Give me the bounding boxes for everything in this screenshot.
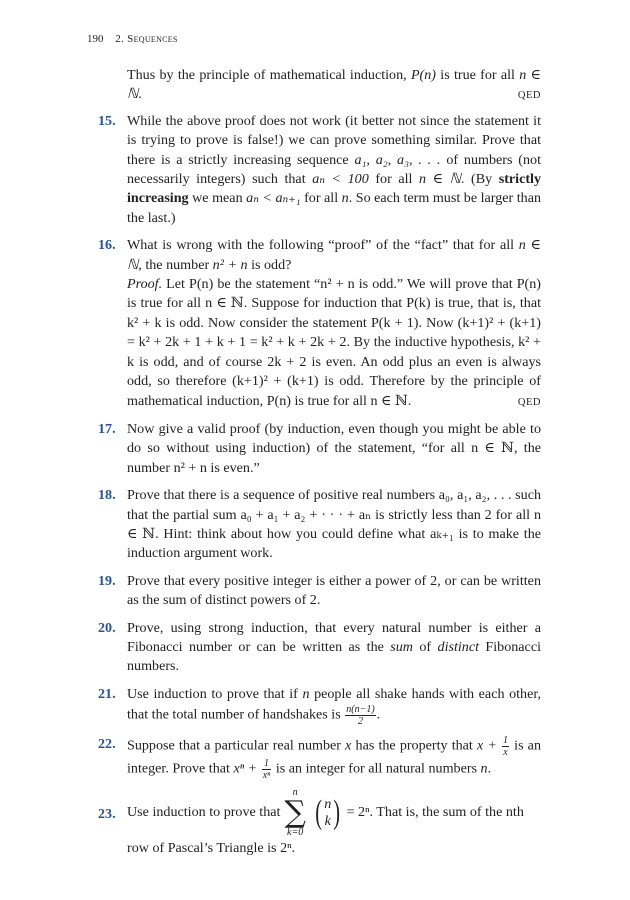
math: xⁿ + [233,760,261,777]
running-header [87,33,178,45]
left-paren: ( [315,794,322,832]
exercise-number: 19. [98,572,116,589]
exercise-number: 17. [98,420,116,437]
exercise-text: . (By [460,171,499,188]
intro-math: n ∈ ℕ [127,67,541,103]
fraction-denominator: 2 [357,716,363,728]
sum-upper-limit: n [292,787,298,799]
chapter-title: 2. Sequences [115,33,178,45]
binomial-coefficient [313,796,343,830]
math: x + [476,737,502,754]
exercise-text: for all [300,190,342,207]
exercise-text: of numbers (not necessarily integers) such that [127,151,541,188]
math: a₁, a₂, a₃, . . . [354,151,441,168]
math: aₙ < 100 [312,171,369,188]
exercise-text: While the above proof does not work (it better not since the statement it is trying to prove is false!) we can prove something similar. Prove that there is a strictly increasing sequence [127,112,541,168]
fraction-numerator: 1 [262,758,272,770]
binomial-stack [324,796,331,830]
math: n [480,760,488,777]
intro-text: is true for all [436,67,520,83]
binomial-top: n [324,796,332,813]
exercise-text: for all [368,171,419,188]
exercise-text: has the property that [351,737,477,754]
exercise-text: Prove, using strong induction, that every natural number is either a Fibonacci number or can be written as the [127,619,541,655]
exercise-22 [98,735,541,781]
exercise-text: . [487,760,492,777]
math: n ∈ ℕ [127,237,541,273]
right-paren: ) [333,794,341,832]
qed-mark: QED [517,396,541,408]
exercise-text: Suppose that a particular real number [127,737,346,754]
fraction-numerator: n(n−1) [346,704,375,716]
intro-text: Thus by the principle of mathematical induction, [127,67,411,83]
exercise-text: row of Pascal’s Triangle is 2ⁿ. [127,840,296,857]
math: aₙ < aₙ₊₁ [246,190,301,207]
exercise-23 [98,787,541,858]
exercise-number: 18. [98,487,116,504]
exercise-text: . [376,706,381,723]
binomial-bottom: k [324,813,331,830]
intro-paragraph [127,66,541,106]
exercise-text: Now give a valid proof (by induction, even though you might be able to do so without using induction) of the statement, “for all n ∈ ℕ, the number n² + n is even.” [127,420,541,476]
exercise-text: = 2ⁿ. That is, the sum of the nth [346,804,524,821]
math: n [302,685,310,702]
summation-line [127,787,541,839]
exercise-15 [98,112,541,228]
exercise-text: Use induction to prove that [127,804,281,821]
exercise-number: 23. [98,806,116,823]
page-number: 190 [87,33,104,45]
math: n² + n [212,256,248,273]
summation-symbol [284,787,305,839]
sigma-glyph: ∑ [284,795,306,831]
exercise-21 [98,685,541,727]
intro-math: P(n) [410,67,436,83]
exercise-number: 20. [98,619,116,636]
exercise-text: What is wrong with the following “proof” of the “fact” that for all [127,237,519,254]
exercise-text: people all shake hands with each other, that the total number of handshakes is [127,685,541,723]
fraction-denominator: x [503,747,508,759]
exercise-number: 22. [98,736,116,753]
fraction [502,735,509,758]
exercise-text: is an integer for all natural numbers [272,760,481,777]
emphasis: sum [390,638,413,655]
math: n ∈ ℕ [419,171,461,188]
proof-label: Proof. [127,276,163,293]
fraction-denominator: xⁿ [262,770,271,782]
exercise-text: Prove that there is a sequence of positive real numbers a₀, a₁, a₂, . . . such that the partial sum a₀ + a₁ + a₂ + · · · + aₙ is strictly less than 2 for all n ∈ ℕ. Hint: think about how you could define what aₖ₊₁ is to make the induction argument work. [127,487,541,562]
intro-text: . [138,86,142,103]
math: n [341,190,349,207]
exercise-text: we mean [188,190,247,207]
fraction [345,704,375,727]
qed-mark: QED [517,90,541,102]
emphasis: distinct [437,638,480,655]
exercise-text: Fibonacci numbers. [127,638,541,675]
math: x [345,737,352,754]
exercise-text: , the number [138,256,213,273]
sum-lower-limit: k=0 [287,827,304,839]
exercise-number: 16. [98,237,116,254]
proof-text: Let P(n) be the statement “n² + n is odd.” We will prove that P(n) is true for all n ∈ ℕ. Suppose for induction that P(k) is true, that is, that k² + k is odd. Now consider the statement P(k + 1). Now (k+1)² + (k+1) = k² + 2k + 1 + k + 1 = k² + k + 2k + 2. By the inductive hypothesis, k² + k is odd, and of course 2k + 2 is even. An odd plus an even is always odd, so therefore (k+1)² + (k+1) is odd. Therefore by the principle of mathematical induction, P(n) is true for all n ∈ ℕ. [127,276,541,409]
exercise-17 [98,420,541,478]
fraction-numerator: 1 [503,735,509,747]
exercise-text: is odd? [247,256,292,273]
exercise-text: of [412,638,438,655]
exercise-19 [98,572,541,611]
exercise-text: Prove that every positive integer is either a power of 2, or can be written as the sum of distinct powers of 2. [127,572,541,609]
exercise-text: Use induction to prove that if [127,685,303,702]
exercise-text: is an integer. Prove that [127,737,541,777]
exercise-text: . So each term must be larger than the last.) [127,190,541,226]
bold-term: strictly increasing [127,171,541,207]
exercise-number: 15. [98,112,116,129]
exercise-20 [98,619,541,677]
page-body [98,66,541,859]
exercise-16 [98,236,541,412]
exercise-number: 21. [98,685,116,702]
exercise-18 [98,486,541,564]
fraction [262,758,272,781]
